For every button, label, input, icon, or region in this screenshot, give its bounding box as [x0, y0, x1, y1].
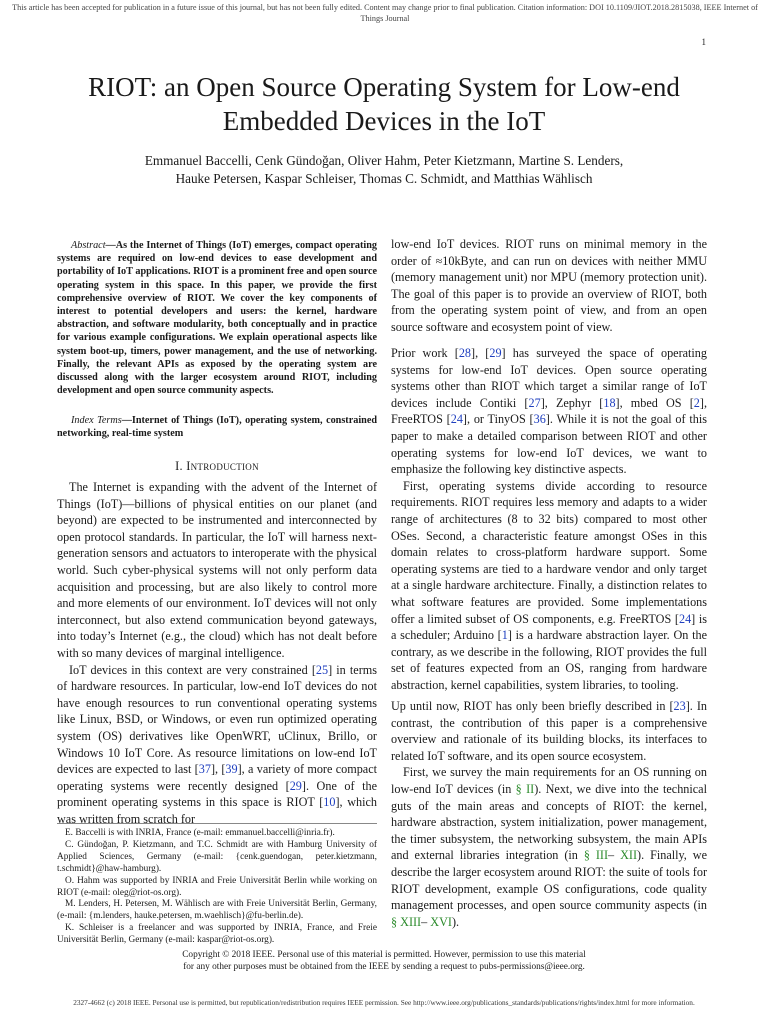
section-reference-link[interactable]: § III — [583, 848, 609, 863]
contribution-paragraph: Up until now, RIOT has only been briefly described in [23]. In contrast, the contribution of this paper is a comprehensive overview and rationale of its building blocks, its interfaces to related IoT software, and its open source ecosystem. — [391, 699, 707, 763]
section-heading-introduction — [57, 459, 377, 474]
abstract: Abstract—As the Internet of Things (IoT) emerges, compact operating systems are required on low-end devices to ease development and portability of IoT applications. RIOT is a prominent free and open source operating system in this space. In this paper, we provide the first comprehensive overview of RIOT. We cover the key components of interest to potential developers and users: the kernel, hardware abstraction, and software modularity, both conceptually and in practice for various example configurations. We explain operational aspects like system boot-up, timers, power management, and the use of networking. Finally, the relevant APIs as exposed by the operating system are discussed along with the larger ecosystem around RIOT, including development and open source community aspects. — [57, 240, 377, 397]
right-column-paragraph-1: low-end IoT devices. RIOT runs on minimal memory in the order of ≈10kByte, and can run on devices with neither MMU (memory management unit) nor MPU (memory protection unit). The goal of this paper is to provide an overview of RIOT, both from the operating system point of view, and from an open source software and ecosystem point of view. — [391, 237, 707, 334]
citation-link[interactable]: 18 — [603, 395, 616, 410]
footnote: M. Lenders, H. Petersen, M. Wählisch are with Freie Universität Berlin, Germany, (e-mail: {m.lenders, hauke.petersen, m.waehlisch}@fu-berlin.de). — [57, 899, 377, 922]
footnote: K. Schleiser is a freelancer and was supported by INRIA, France, and Freie Universität Berlin, Germany (e-mail: kaspar@riot-os.org). — [57, 923, 377, 946]
footnote: C. Gündoğan, P. Kietzmann, and T.C. Schmidt are with Hamburg University of Applied Sciences, Germany (e-mail: {cenk.guendogan, peter.kietzmann, t.schmidt}@haw-hamburg). — [57, 839, 377, 874]
intro-paragraph-1: The Internet is expanding with the advent of the Internet of Things (IoT)—billions of physical entities on our planet (and beyond) are expected to be instrumented and interconnected by open protocol standards. In particular, the IoT will harness next-generation sensors and actuators to interoperate with the physical world. Such cyber-physical systems will not only perform data acquisition and processing, but are also likely to control more and more elements of our environment. IoT devices will not only interconnect, but also extend communication beyond gateways, into today’s Internet (e.g., the cloud) which has not dealt before with so many devices of marginal intelligence. — [57, 480, 377, 660]
footnote-rule — [57, 823, 377, 824]
index-terms-label: Index Terms — [71, 415, 122, 426]
footnote: E. Baccelli is with INRIA, France (e-mail: emmanuel.baccelli@inria.fr). — [65, 828, 335, 838]
page-number: 1 — [701, 37, 706, 47]
right-column-contribution — [391, 698, 707, 930]
citation-link[interactable]: 29 — [489, 346, 502, 360]
citation-link[interactable]: 10 — [323, 795, 336, 810]
copyright-notice — [150, 950, 618, 973]
citation-link[interactable]: 24 — [450, 412, 463, 427]
abstract-label: Abstract — [71, 240, 106, 251]
right-column-prior-work — [391, 345, 707, 693]
rights-footer: 2327-4662 (c) 2018 IEEE. Personal use is permitted, but republication/redistribution requires IEEE permission. See http://www.ieee.org/publications_standards/publications/rights/index.html for more information. — [73, 998, 695, 1007]
intro-paragraph-2: IoT devices in this context are very constrained [25] in terms of hardware resources. In particular, low-end IoT devices do not have enough resources to run conventional operating systems like Linux, BSD, or Windows, or even run optimized operating system (OS) derivatives like OpenWRT, uClinux, Brillo, or Windows 10 IoT Core. As resource limitations on low-end IoT devices are expected to last [37], [39], a variety of more compact operating systems were recently designed [29]. One of the prominent operating systems in this space is RIOT [10], which was written from scratch for — [57, 662, 378, 826]
citation-link[interactable]: 28 — [458, 346, 472, 360]
distinctive-aspects-paragraph: First, operating systems divide according to resource requirements. RIOT requires less memory and adapts to a wider range of architectures (8 to 32 bits) compared to most other OSes. Second, a characteristic feature amongst OSes in this domain relates to cross-platform hardware support. Some operating systems are tied to a hardware vendor and only target at a single hardware architecture. Finally, a distinction relates to what software features are provided. Some implementations offer a limited subset of OS components, e.g. FreeRTOS [24] is a scheduler; Arduino [1] is a hardware abstraction layer. On the contrary, as we describe in the following, RIOT provides the full set of features expected from an OS, ranging from hardware abstraction, kernel capabilities, system libraries, to tooling. — [391, 478, 707, 692]
citation-link[interactable]: 23 — [673, 699, 686, 713]
copyright-line-2: for any other purposes must be obtained from the IEEE by sending a request to pubs-permissions@ieee.org. — [183, 961, 585, 972]
copyright-line-1: Copyright © 2018 IEEE. Personal use of this material is permitted. However, permission to use this material — [182, 950, 586, 960]
paper-title: RIOT: an Open Source Operating System for Low-end Embedded Devices in the IoT — [88, 72, 680, 136]
footnote: O. Hahm was supported by INRIA and Freie Universität Berlin while working on RIOT (e-mail: oleg@riot-os.org). — [57, 875, 377, 898]
section-title: Introduction — [186, 459, 259, 473]
prior-work-paragraph: Prior work [28], [29] has surveyed the space of operating systems for low-end IoT devices. Open source operating systems other than RIOT which target a similar range of IoT devices include Contiki [27], Zephyr [18], mbed OS [2], FreeRTOS [24], or TinyOS [36]. While it is not the goal of this paper to make a detailed comparison between RIOT and other operating systems for low-end IoT devices, we want to emphasize the following key distinctive aspects. — [391, 346, 707, 477]
citation-link[interactable]: 1 — [501, 628, 508, 643]
citation-link[interactable]: 25 — [315, 662, 329, 677]
outline-paragraph: First, we survey the main requirements for an OS running on low-end IoT devices (in § II). Next, we dive into the technical guts of the main areas and concepts of RIOT: the kernel, hardware abstraction, system initialization, power management, the timer subsystem, the networking subsystem, the main APIs and external libraries integration (in § III– XII). Finally, we describe the larger ecosystem around RIOT: the suite of tools for RIOT development, example OS configurations, code quality management processes, and open source community aspects (in § XIII– XVI). — [391, 765, 708, 929]
section-reference-link[interactable]: XII — [620, 848, 638, 863]
citation-link[interactable]: 39 — [225, 762, 238, 777]
authors-line-2: Hauke Petersen, Kaspar Schleiser, Thomas C. Schmidt, and Matthias Wählisch — [175, 171, 593, 186]
author-list — [60, 152, 708, 188]
citation-link[interactable]: 37 — [198, 762, 211, 777]
citation-link[interactable]: 36 — [533, 412, 546, 427]
section-reference-link[interactable]: § XIII — [391, 914, 422, 929]
index-terms: Index Terms—Internet of Things (IoT), operating system, constrained networking, real-time system — [57, 415, 378, 440]
author-footnotes — [57, 828, 377, 947]
citation-link[interactable]: 27 — [528, 395, 541, 410]
introduction-left-column — [57, 479, 377, 827]
acceptance-notice: This article has been accepted for publication in a future issue of this journal, but has not been fully edited. Content may change prior to final publication. Citation information: DOI 10.1109/JIOT.2018.2815038, IEEE Internet of Things Journal — [12, 3, 758, 23]
abstract-text: As the Internet of Things (IoT) emerges, compact operating systems are required on low-end devices to ease development and portability of IoT applications. RIOT is a prominent free and open source operating system in this space. In this paper, we provide the first comprehensive overview of RIOT. We cover the key components of interest to potential developers and users: the kernel, hardware abstraction, and software modularity, both conceptually and in practice for various example configurations. We explain operational aspects like system boot-up, timers, power management, and the use of networking. Finally, the relevant APIs as exposed by the operating system are discussed along with the larger ecosystem around RIOT, including development and open source community aspects. — [57, 240, 377, 397]
citation-link[interactable]: 29 — [289, 778, 302, 793]
section-number: I. — [175, 459, 183, 473]
index-terms-text: Internet of Things (IoT), operating system, constrained networking, real-time system — [57, 415, 378, 440]
citation-link[interactable]: 24 — [678, 611, 692, 626]
citation-link[interactable]: 2 — [693, 395, 700, 410]
section-reference-link[interactable]: § II — [515, 781, 535, 796]
section-reference-link[interactable]: XVI — [430, 914, 452, 929]
authors-line-1: Emmanuel Baccelli, Cenk Gündoğan, Oliver Hahm, Peter Kietzmann, Martine S. Lenders, — [144, 153, 624, 168]
